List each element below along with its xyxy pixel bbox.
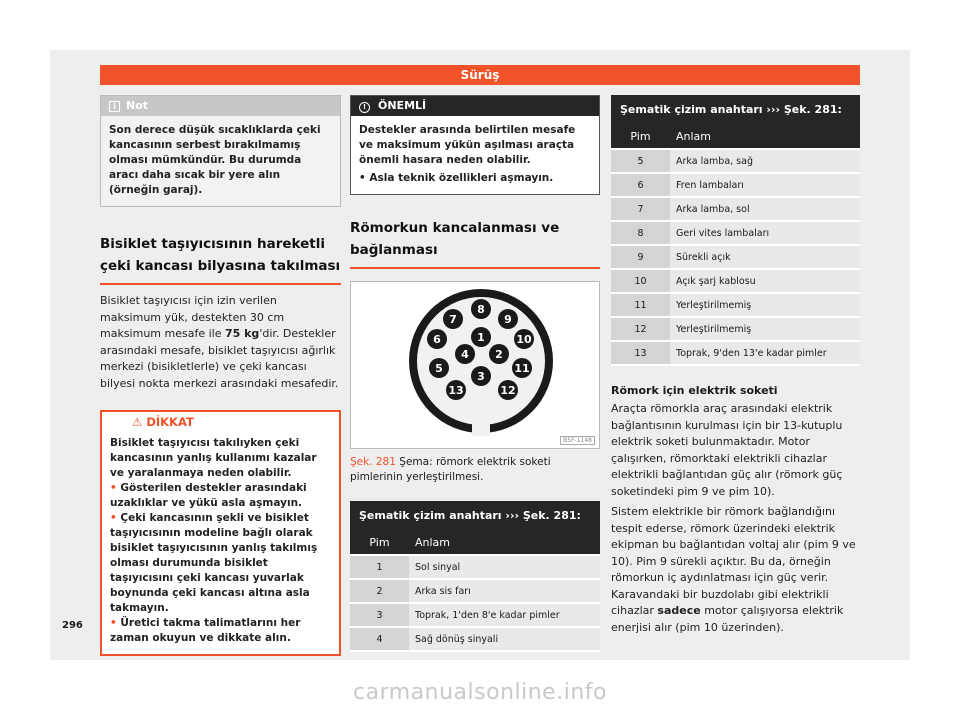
table-row xyxy=(611,317,860,341)
pin-number: 1 xyxy=(350,555,409,579)
socket-notch xyxy=(472,422,490,436)
pin-meaning: Toprak, 1'den 8'e kadar pimler xyxy=(409,603,600,627)
warning-box xyxy=(100,410,341,656)
pin-number: 7 xyxy=(611,197,670,221)
pin-number: 5 xyxy=(611,149,670,173)
warning-box-header xyxy=(102,412,339,432)
important-box-header xyxy=(351,96,599,116)
table-row xyxy=(350,627,600,651)
bike-carrier-paragraph: Bisiklet taşıyıcısı için izin verilen maksimum yük, destekten 30 cm maksimum mesafe ile 75 kg'dir. Destekler arasındaki mesafe, bisiklet taşıyıcısı ağırlık merkezi (bisikletlerle) ve çeki kancası bilyesi nokta merkezi arasındaki mesafedir. xyxy=(100,294,339,390)
pin-meaning: Arka sis farı xyxy=(409,579,600,603)
table-row xyxy=(611,269,860,293)
warning-bullet: • Çeki kancasının şekli ve bisiklet taşıyıcısının modeline bağlı olarak bisiklet taşıyıcısının yanlış takılmış olması durumunda bisiklet taşıyıcısını çeki kancası yuvarlak boynunda çeki kancası altına asla takmayın. xyxy=(110,512,318,614)
pin-number: 12 xyxy=(611,317,670,341)
important-text: Destekler arasında belirtilen mesafe ve maksimum yükün aşılması araçta önemli hasara neden olabilir. xyxy=(359,124,576,166)
chapter-header: Sürüş xyxy=(100,65,860,85)
figure-code: B5F-1148 xyxy=(560,436,595,445)
note-box xyxy=(100,95,341,207)
important-box xyxy=(350,95,600,195)
note-title: Not xyxy=(126,99,149,112)
pin-label: 10 xyxy=(516,333,532,346)
warning-body xyxy=(102,432,339,654)
pin-number: 11 xyxy=(611,293,670,317)
note-box-header xyxy=(101,96,340,116)
pin-meaning: Toprak, 9'den 13'e kadar pimler xyxy=(670,341,860,365)
important-body xyxy=(351,116,599,194)
table-row xyxy=(611,293,860,317)
watermark: carmanualsonline.info xyxy=(353,680,607,705)
section-heading-bike-carrier: Bisiklet taşıyıcısının hareketli çeki kancası bilyasına takılması xyxy=(100,233,341,285)
socket-diagram xyxy=(351,282,601,448)
pin-label: 5 xyxy=(435,362,443,375)
info-icon: i xyxy=(109,101,120,112)
pin-label: 12 xyxy=(500,384,516,397)
column-right xyxy=(611,95,860,636)
pin-meaning: Yerleştirilmemiş xyxy=(670,293,860,317)
warning-intro: Bisiklet taşıyıcısı takılıyken çeki kancasının yanlış kullanımı kazalar ve yaralanmaya neden olabilir. xyxy=(110,437,317,479)
info-circle-icon: ! xyxy=(359,102,370,113)
table-row xyxy=(611,173,860,197)
note-text: Son derece düşük sıcaklıklarda çeki kancasının serbest bırakılmamış olması mümkündür. Bu durumda aracı daha sıcak bir yere alın (örneğin garaj). xyxy=(101,116,340,206)
warning-triangle-icon: ⚠ xyxy=(132,415,143,429)
column-header-pin: Pim xyxy=(611,124,670,149)
pin-meaning: Sürekli açık xyxy=(670,245,860,269)
pin-meaning: Arka lamba, sağ xyxy=(670,149,860,173)
pin-label: 2 xyxy=(495,348,503,361)
pin-number: 9 xyxy=(611,245,670,269)
pin-label: 4 xyxy=(461,348,469,361)
pin-meaning: Sağ dönüş sinyali xyxy=(409,627,600,651)
pin-number: 2 xyxy=(350,579,409,603)
pin-label: 8 xyxy=(477,303,485,316)
table-row xyxy=(350,555,600,579)
column-header-pin: Pim xyxy=(350,530,409,555)
section-heading-trailer: Römorkun kancalanması ve bağlanması xyxy=(350,217,600,269)
pin-number: 13 xyxy=(611,341,670,365)
column-header-meaning: Anlam xyxy=(670,124,860,149)
pin-label: 11 xyxy=(514,362,530,375)
table-title: Şematik çizim anahtarı ››› Şek. 281: xyxy=(350,501,600,530)
pin-table-2 xyxy=(611,95,860,366)
pin-number: 8 xyxy=(611,221,670,245)
pin-label: 7 xyxy=(449,313,457,326)
table-header-row xyxy=(350,530,600,555)
pin-table-1 xyxy=(350,501,600,652)
pin-meaning: Geri vites lambaları xyxy=(670,221,860,245)
pin-meaning: Sol sinyal xyxy=(409,555,600,579)
pin-meaning: Fren lambaları xyxy=(670,173,860,197)
table-title: Şematik çizim anahtarı ››› Şek. 281: xyxy=(611,95,860,124)
table-row xyxy=(350,603,600,627)
column-header-meaning: Anlam xyxy=(409,530,600,555)
pin-meaning: Yerleştirilmemiş xyxy=(670,317,860,341)
column-left xyxy=(100,95,341,656)
socket-paragraph-1: Araçta römorkla araç arasındaki elektrik bağlantısının kurulması için bir 13-kutuplu elektrik soketi bulunmaktadır. Motor çalışırken, römorktaki elektrikli cihazlar elektrikli bağlantıdan güç alır (römork güç soketindeki pim 9 ve pim 10). xyxy=(611,402,843,498)
pin-number: 4 xyxy=(350,627,409,651)
table-row xyxy=(611,197,860,221)
table-row xyxy=(611,341,860,365)
table-header-row xyxy=(611,124,860,149)
pin-label: 13 xyxy=(448,384,464,397)
warning-bullet: • Üretici takma talimatlarını her zaman okuyun ve dikkate alın. xyxy=(110,617,301,644)
column-middle xyxy=(350,95,600,652)
pin-number: 3 xyxy=(350,603,409,627)
warning-bullet: • Gösterilen destekler arasındaki uzaklıklar ve yükü asla aşmayın. xyxy=(110,482,307,509)
table-row xyxy=(350,579,600,603)
socket-paragraph-2: Sistem elektrikle bir römork bağlandığını tespit ederse, römork üzerindeki elektrik ekipman bu bağlantıdan voltaj alır (pim 9 ve 10). Pim 9 sürekli açıktır. Bu da, örneğin römorkun iç aydınlatması için güç verir. Karavandaki bir buzdolabı gibi elektrikli cihazlar sadece motor çalışıyorsa elektrik enerjisi alır (pim 10 üzerinden). xyxy=(611,505,856,634)
pin-label: 1 xyxy=(477,331,485,344)
pin-label: 3 xyxy=(477,370,485,383)
pin-label: 6 xyxy=(433,333,441,346)
pin-meaning: Açık şarj kablosu xyxy=(670,269,860,293)
figure-caption: Şek. 281 Şema: römork elektrik soketi pimlerinin yerleştirilmesi. xyxy=(350,456,551,483)
pin-label: 9 xyxy=(504,313,512,326)
pin-number: 10 xyxy=(611,269,670,293)
pin-meaning: Arka lamba, sol xyxy=(670,197,860,221)
section-heading-socket: Römork için elektrik soketi xyxy=(611,384,778,397)
table-row xyxy=(611,245,860,269)
important-bullet: • Asla teknik özellikleri aşmayın. xyxy=(359,172,554,184)
table-row xyxy=(611,149,860,173)
pin-number: 6 xyxy=(611,173,670,197)
table-row xyxy=(611,221,860,245)
important-title: ÖNEMLİ xyxy=(378,99,427,112)
warning-title: DİKKAT xyxy=(146,415,194,429)
socket-figure xyxy=(350,281,600,449)
page-number: 296 xyxy=(62,620,83,631)
